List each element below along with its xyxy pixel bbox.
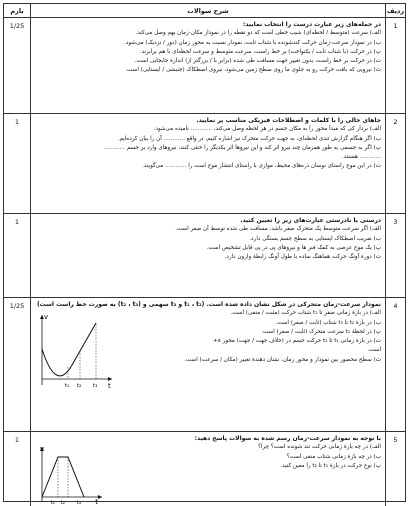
question-number: 1 <box>385 18 405 113</box>
question-line: الف) اگر سرعت متوسط یک متحرک صفر باشد، مسافت طی شده توسط آن صفر است. <box>175 226 381 233</box>
t3-label: t₃ <box>93 383 98 390</box>
question-line: پ) در حرکت (با شتاب ثابت / یکنواخت) بر خط راست، سرعت متوسط و سرعت لحظه‌ای با هم برابرند. <box>139 48 381 55</box>
question-number: 3 <box>385 214 405 297</box>
question-line: ت) دورهٔ آونگ حرکت هماهنگ ساده با طول آونگ رابطهٔ وارون دارد. <box>224 254 381 261</box>
t-label: t <box>108 382 111 391</box>
question-line: ب) در چه بازهٔ زمانی شتاب منفی است؟ <box>286 453 381 460</box>
question-line: ت) در حرکت بر خط راست، بدون تغییر جهت مسافت طی شده (برابر با / بزرگتر از) اندازهٔ جابجایی است. <box>134 58 381 65</box>
question-line: ب) در بازهٔ t₂ تا t₃ شتاب (ثابت / صفر) است. <box>275 319 381 326</box>
question-number: 4 <box>385 298 405 431</box>
t1-label: t₁ <box>65 383 70 390</box>
question-title: درستی یا نادرستی عبارت‌های زیر را تعیین کنید. <box>240 217 381 224</box>
question-number: 5 <box>385 432 405 506</box>
t-axis-arrow <box>98 495 102 499</box>
question-line: پ) نوع حرکت در بازهٔ t₁ تا t₂ را معین کنید. <box>280 462 381 469</box>
question-3 <box>4 214 405 298</box>
velocity-time-graph <box>34 309 116 391</box>
t3-label: t₃ <box>76 500 81 506</box>
question-line: ............ هستند. <box>341 154 381 161</box>
header-num: ردیف <box>385 4 405 17</box>
question-line: ت) در این موج راستای نوسان ذره‌های محیط، موازی با راستای انتشار موج است را ............ می‌گویند. <box>142 163 381 170</box>
question-line: پ) اگر به جسمی به طور همزمان چند نیرو اثر کند و این نیروها اثر یکدیگر را خنثی کنند، نیروهای وارد بر جسم ............ <box>103 144 381 151</box>
question-score: 1 <box>14 218 20 226</box>
v-label: v <box>44 313 49 322</box>
question-body <box>30 18 385 113</box>
question-line: ت) در بازهٔ زمانی t₁ تا t₂ حرکت جسم در (خلاف جهت / جهت) محور x+ <box>212 338 381 345</box>
velocity-curve <box>42 323 96 376</box>
question-body <box>30 432 385 506</box>
question-line: ث) نیرویی که بافت حرکت رو به جلوی ما روی سطح زمین می‌شود، نیروی اصطکاک (جنبشی / ایستایی) است. <box>125 67 381 74</box>
question-line: الف) در چه بازهٔ زمانی حرکت تند شونده است؟ چرا؟ <box>257 444 381 451</box>
t2-label: t₂ <box>60 500 65 506</box>
question-line: پ) یک موج عرضی به کمک فنر ها و نیروهای پی در پی قابل تشخیص است. <box>206 244 381 251</box>
t1-label: t₁ <box>50 500 55 506</box>
question-line: الف) سرعت (متوسط / لحظه‌ای) شیب خطی است که دو نقطه را در نمودار مکان-زمان بهم وصل می‌کند. <box>135 30 381 37</box>
header-score: بارم <box>10 6 24 15</box>
question-line: ب) ضریب اصطکاک ایستایی به سطح جسم بستگی دارد. <box>249 235 381 242</box>
question-title: با توجه به نمودار سرعت-زمان رسم شده به سوالات پاسخ دهید: <box>194 435 381 442</box>
question-body <box>30 114 385 213</box>
t2-label: t₂ <box>77 383 82 390</box>
question-title: جاهای خالی را با کلمات و اصطلاحات فیزیکی مناسب پر نمایید. <box>196 117 381 124</box>
question-2 <box>4 114 405 214</box>
question-5 <box>4 432 405 506</box>
question-1 <box>4 18 405 114</box>
question-line: ث) سطح محصور بین نمودار و محور زمان، نشان دهندهٔ تغییر (مکان / سرعت) است. <box>184 356 381 363</box>
question-body <box>30 214 385 297</box>
question-number: 2 <box>385 114 405 213</box>
v-label: v <box>39 445 44 454</box>
t-label: t <box>95 498 98 506</box>
question-title: در جمله‌های زیر عبارت درست را انتخاب نمایید: <box>243 21 381 28</box>
question-score: 1/25 <box>9 302 25 310</box>
question-line: ب) در نمودار سرعت-زمان حرکت کندشونده با شتاب ثابت، نمودار نسبت به محور زمان (دور / نزدیک) می‌شود. <box>124 39 381 46</box>
question-body <box>30 298 385 431</box>
velocity-time-graph-2 <box>34 443 106 505</box>
header-body: شرح سوالات <box>30 4 385 17</box>
question-line: الف) بردار کی که مبدأ محور را به مکان جسم در هر لحظه وصل می‌کند، ............ نامیده می‌شود. <box>153 126 381 133</box>
question-4 <box>4 298 405 432</box>
question-line: ب) اگر هنگام گزارش تندی لحظه‌ای، به جهت حرکت متحرک نیز اشاره کنیم، در واقع ............ آن را بیان کرده‌ایم. <box>117 135 381 142</box>
t-axis-arrow <box>108 377 112 381</box>
question-line: الف) در بازهٔ زمانی صفر تا t₁ شتاب حرکت (مثبت / منفی) است. <box>230 310 381 317</box>
question-score: 1 <box>14 436 20 444</box>
question-score: 1/25 <box>9 22 25 30</box>
question-line: است. <box>367 347 381 354</box>
exam-sheet <box>3 3 406 506</box>
question-title: نمودار سرعت-زمان متحرکی در شکل نشان داده شده است. (t₁ ، t₂ و t₃ سهمی و (t₂ ، t₃) به صورت خط راست است) <box>36 301 381 308</box>
table-header <box>4 4 405 18</box>
velocity-line <box>42 457 84 497</box>
question-score: 1 <box>14 118 20 126</box>
question-line: پ) در لحظهٔ t₁ سرعت متحرک (ثابت / صفر) است. <box>261 328 381 335</box>
